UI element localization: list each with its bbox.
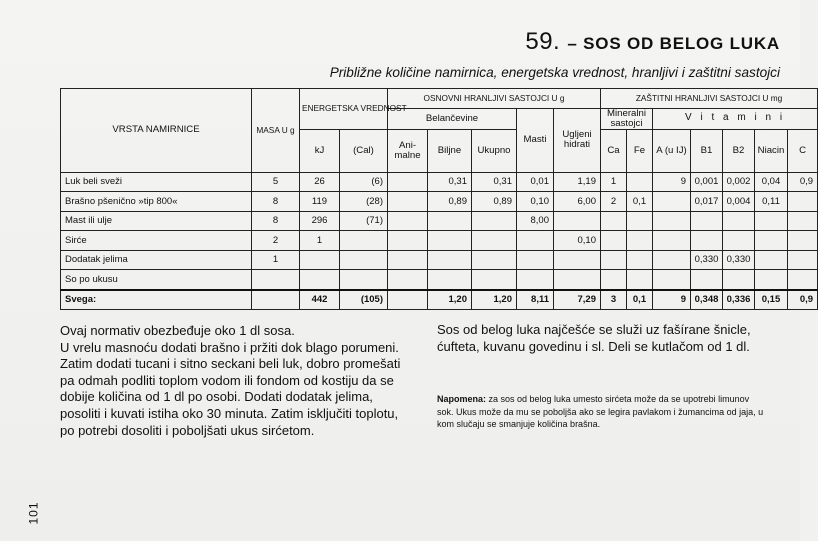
cell-cal: [340, 250, 388, 270]
header-minerals: Mineralni sastojci: [601, 108, 653, 129]
header-group-protective: ZAŠTITNI HRANLJIVI SASTOJCI U mg: [601, 89, 818, 109]
cell-item: So po ukusu: [61, 270, 252, 290]
cell-niacin: [755, 211, 788, 231]
cell-plant: [428, 231, 472, 251]
header-plant: Biljne: [428, 129, 472, 172]
cell-b2: 0,330: [723, 250, 755, 270]
table-row: [61, 211, 818, 231]
cell-fe: [627, 172, 653, 192]
nutrition-table: [60, 88, 818, 310]
header-mass: MASA U g: [252, 89, 300, 173]
cell-b1: [691, 211, 723, 231]
cell-fat: 8,00: [517, 211, 554, 231]
cell-item: Dodatak jelima: [61, 250, 252, 270]
cell-b2: [723, 270, 755, 290]
cell-carb: [554, 270, 601, 290]
cell-ca: 2: [601, 192, 627, 212]
cell-b2: 0,002: [723, 172, 755, 192]
cell-kj: [300, 270, 340, 290]
header-group-basic: OSNOVNI HRANLJIVI SASTOJCI U g: [388, 89, 601, 109]
cell-fe: 0,1: [627, 192, 653, 212]
cell-a: [653, 270, 691, 290]
cell-item: Luk beli sveži: [61, 172, 252, 192]
cell-carb: 1,19: [554, 172, 601, 192]
serving-column: [437, 322, 782, 355]
header-item: VRSTA NAMIRNICE: [61, 89, 252, 173]
cell-cal: (28): [340, 192, 388, 212]
cell-c: 0,9: [788, 172, 818, 192]
table-row: [61, 270, 818, 290]
table-total-row: [61, 290, 818, 310]
cell-kj: 26: [300, 172, 340, 192]
cell-niacin: 0,04: [755, 172, 788, 192]
cell-fe: [627, 231, 653, 251]
cell-b2: 0,004: [723, 192, 755, 212]
cell-mass: 2: [252, 231, 300, 251]
cell-plant: [428, 270, 472, 290]
cell-a: [653, 192, 691, 212]
cell-plant: 0,89: [428, 192, 472, 212]
table-row: [61, 192, 818, 212]
cell-niacin: 0,15: [755, 290, 788, 310]
cell-c: [788, 211, 818, 231]
header-fe: Fe: [627, 129, 653, 172]
cell-ca: 1: [601, 172, 627, 192]
cell-a: [653, 211, 691, 231]
cell-mass: [252, 290, 300, 310]
header-b2: B2: [723, 129, 755, 172]
cell-niacin: [755, 270, 788, 290]
header-niacin: Niacin: [755, 129, 788, 172]
cell-c: [788, 192, 818, 212]
cell-total: 0,89: [472, 192, 517, 212]
header-vitamins: V i t a m i n i: [653, 108, 818, 129]
cell-ca: [601, 250, 627, 270]
cell-b1: [691, 231, 723, 251]
cell-cal: (71): [340, 211, 388, 231]
cell-kj: 296: [300, 211, 340, 231]
cell-niacin: [755, 231, 788, 251]
cell-b2: 0,336: [723, 290, 755, 310]
cell-kj: 119: [300, 192, 340, 212]
cell-fat: [517, 250, 554, 270]
recipe-number: 59.: [525, 28, 561, 55]
cell-mass: 1: [252, 250, 300, 270]
recipe-subtitle: Približne količine namirnica, energetska vrednost, hranljivi i zaštitni sastojci: [329, 65, 780, 80]
cell-a: 9: [653, 290, 691, 310]
header-energy: ENERGETSKA VREDNOST: [300, 89, 388, 130]
header-vitamin-a: A (u IJ): [653, 129, 691, 172]
cell-ca: [601, 231, 627, 251]
cell-niacin: 0,11: [755, 192, 788, 212]
cell-cal: [340, 231, 388, 251]
serving-text: Sos od belog luka najčešće se služi uz fašírane šnicle, ćufteta, kuvanu govedinu i sl. Deli se kutlačom od 1 dl.: [437, 322, 751, 354]
cell-item: Mast ili ulje: [61, 211, 252, 231]
header-b1: B1: [691, 129, 723, 172]
cell-mass: [252, 270, 300, 290]
cell-animal: [388, 250, 428, 270]
cell-item: Brašno pšenično »tip 800«: [61, 192, 252, 212]
recipe-title: [525, 28, 780, 56]
preparation-text: U vrelu masnoću dodati brašno i pržiti dok blago porumeni. Zatim dodati tucani i sitno seckani beli luk, dobro promešati pa odmah podliti toplom vodom ili fondom od kostiju da se dobije količina od 1 dl po osobi. Dodati dodatak jelima, posoliti i kuvati istiha oko 30 minuta. Zatim isključiti toplotu, po potrebi dosoliti i poboljšati ukus sirćetom.: [60, 339, 401, 438]
cell-carb: 7,29: [554, 290, 601, 310]
cell-mass: 8: [252, 211, 300, 231]
cell-animal: [388, 192, 428, 212]
cell-ca: [601, 270, 627, 290]
cell-cal: [340, 270, 388, 290]
cell-animal: [388, 290, 428, 310]
cell-c: [788, 270, 818, 290]
cell-total: [472, 270, 517, 290]
cell-kj: 442: [300, 290, 340, 310]
cell-c: [788, 250, 818, 270]
cell-cal: (6): [340, 172, 388, 192]
header-proteins: Belančevine: [388, 108, 517, 129]
cell-b1: [691, 270, 723, 290]
cell-a: [653, 231, 691, 251]
cell-fat: [517, 231, 554, 251]
cell-fe: [627, 250, 653, 270]
cell-plant: 0,31: [428, 172, 472, 192]
cell-mass: 5: [252, 172, 300, 192]
cell-animal: [388, 172, 428, 192]
cell-fe: [627, 211, 653, 231]
recipe-name: – SOS OD BELOG LUKA: [567, 34, 780, 53]
cell-carb: 0,10: [554, 231, 601, 251]
cell-b1: 0,001: [691, 172, 723, 192]
page-number: 101: [26, 501, 41, 525]
cell-fat: [517, 270, 554, 290]
cell-kj: [300, 250, 340, 270]
cell-niacin: [755, 250, 788, 270]
cell-animal: [388, 231, 428, 251]
yield-note: Ovaj normativ obezbeđuje oko 1 dl sosa.: [60, 323, 295, 338]
cell-plant: [428, 211, 472, 231]
header-total: Ukupno: [472, 129, 517, 172]
cell-b2: [723, 231, 755, 251]
cell-carb: 6,00: [554, 192, 601, 212]
cell-c: 0,9: [788, 290, 818, 310]
table-row: [61, 231, 818, 251]
note-text: za sos od belog luka umesto sirćeta može da se upotrebi limunov sok. Ukus može da mu se poboljša ako se legira pavlakom i žumancima od jaja, u kom slučaju se smanjuje količina brašna.: [437, 394, 764, 429]
cell-ca: 3: [601, 290, 627, 310]
cell-cal: (105): [340, 290, 388, 310]
cell-plant: 1,20: [428, 290, 472, 310]
cell-a: [653, 250, 691, 270]
cell-ca: [601, 211, 627, 231]
cell-carb: [554, 211, 601, 231]
instructions-column: [60, 323, 410, 439]
header-carbs: Ugljeni hidrati: [554, 108, 601, 172]
cell-b1: 0,348: [691, 290, 723, 310]
cell-animal: [388, 211, 428, 231]
cell-c: [788, 231, 818, 251]
cell-b1: 0,330: [691, 250, 723, 270]
cell-total: [472, 250, 517, 270]
cell-fat: 0,10: [517, 192, 554, 212]
cell-total: 0,31: [472, 172, 517, 192]
cell-carb: [554, 250, 601, 270]
cell-mass: 8: [252, 192, 300, 212]
cell-total: [472, 231, 517, 251]
header-cal: (Cal): [340, 129, 388, 172]
cell-fat: 8,11: [517, 290, 554, 310]
cell-kj: 1: [300, 231, 340, 251]
header-ca: Ca: [601, 129, 627, 172]
note-label: Napomena:: [437, 394, 487, 404]
header-kj: kJ: [300, 129, 340, 172]
cell-fat: 0,01: [517, 172, 554, 192]
cell-a: 9: [653, 172, 691, 192]
note-box: [437, 393, 767, 431]
cell-total: [472, 211, 517, 231]
table-row: [61, 250, 818, 270]
cell-b1: 0,017: [691, 192, 723, 212]
cell-fe: [627, 270, 653, 290]
cell-item: Sirće: [61, 231, 252, 251]
header-animal: Ani-malne: [388, 129, 428, 172]
table-row: [61, 172, 818, 192]
header-fats: Masti: [517, 108, 554, 172]
cell-plant: [428, 250, 472, 270]
cell-fe: 0,1: [627, 290, 653, 310]
cell-b2: [723, 211, 755, 231]
cell-item: Svega:: [61, 290, 252, 310]
cell-total: 1,20: [472, 290, 517, 310]
header-c: C: [788, 129, 818, 172]
cell-animal: [388, 270, 428, 290]
